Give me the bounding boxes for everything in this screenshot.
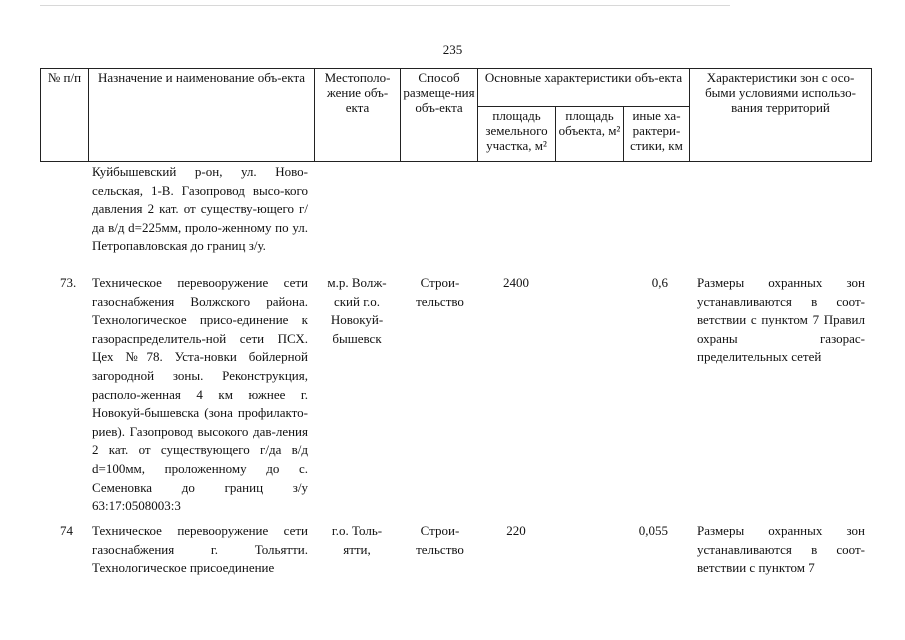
header-location: Местополо-жение объ-екта <box>315 69 401 162</box>
row-number: 74 <box>60 523 73 538</box>
row-number: 73. <box>60 275 77 290</box>
row-other: 0,055 <box>638 523 668 538</box>
row-name: Техническое перевооружение сети газоснабжения Волжского района. Технологическое присо-единение к газораспределитель-ной сети ПСХ. Цех №78. Уста-новки бойлерной загородной зоны. Реконструкция, располо-женная 4 км южнее г. Новокуй-бышевска (зона профилакто-риев). Газопровод высокого дав-ления 2 кат. от существующего г/да в/д d=100мм, проложенному до с. Семеновка до границ з/у 63:17:0508003:3 <box>92 275 308 514</box>
row-name: Техническое перевооружение сети газоснабжения г. Тольятти. Технологическое присоединение <box>92 523 308 576</box>
row-land-area: 2400 <box>503 275 529 290</box>
row-other: 0,6 <box>651 275 668 290</box>
row-land-area: 220 <box>506 523 526 538</box>
row-method: Строи-тельство <box>416 275 464 309</box>
header-other: иные ха-рактери-стики, км <box>624 107 690 162</box>
table-header <box>40 68 872 162</box>
header-number: № п/п <box>41 69 89 162</box>
row-zones: Размеры охранных зон устанавливаются в соот-ветствии с пунктом 7 <box>697 523 865 576</box>
top-scan-line <box>40 5 730 6</box>
header-object-area: площадь объекта, м² <box>556 107 624 162</box>
header-main-characteristics: Основные характеристики объ-екта <box>478 69 690 107</box>
header-zones: Характеристики зон с осо-быми условиями использо-вания территорий <box>690 69 872 162</box>
row-location: г.о. Толь-ятти, <box>331 523 383 557</box>
row-location: м.р. Волж-ский г.о. Новокуй-бышевск <box>327 275 387 346</box>
row-zones: Размеры охранных зон устанавливаются в соот-ветствии с пунктом 7 Правил охраны газорас-пределительных сетей <box>697 275 865 365</box>
header-name: Назначение и наименование объ-екта <box>89 69 315 162</box>
header-method: Способ размеще-ния объ-екта <box>401 69 478 162</box>
row-method: Строи-тельство <box>416 523 464 557</box>
continuation-name: Куйбышевский р-он, ул. Ново-сельская, 1-В. Газопровод высо-кого давления 2 кат. от существу-ющего г/да в/д d=225мм, проло-женному по ул. Петропавловская до границ з/у. <box>92 164 308 254</box>
page-number: 235 <box>442 42 463 57</box>
header-land-area: площадь земельного участка, м² <box>478 107 556 162</box>
